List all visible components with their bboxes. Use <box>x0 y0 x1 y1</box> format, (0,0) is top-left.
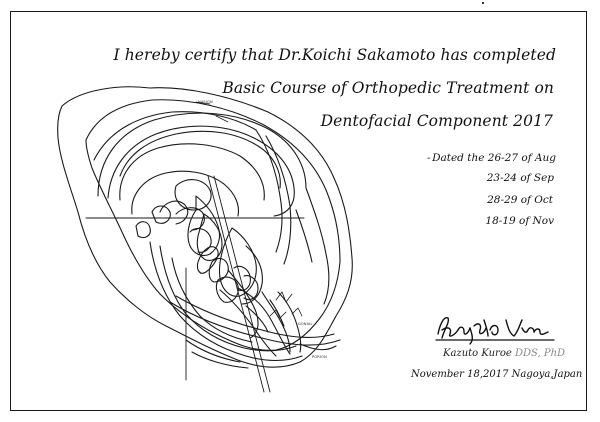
decorative-dash: - <box>427 153 431 164</box>
tracing-label-top: NASION <box>198 100 213 104</box>
tracing-label-porion: PORION <box>312 355 327 359</box>
certificate-statement-line-3: Dentofacial Component 2017 <box>320 112 553 130</box>
course-date-3: 28-29 of Oct <box>487 194 553 206</box>
signer-name: Kazuto Kuroe <box>443 348 512 359</box>
course-date-2: 23-24 of Sep <box>486 172 554 184</box>
place-and-date: November 18,2017 Nagoya,Japan <box>411 369 583 380</box>
tracing-label-gonial: GONIAL <box>298 322 313 326</box>
course-date-1: Dated the 26-27 of Aug <box>432 152 556 164</box>
course-date-4: 18-19 of Nov <box>485 215 554 227</box>
handwritten-signature <box>430 310 560 346</box>
certificate-statement-line-2: Basic Course of Orthopedic Treatment on <box>222 79 554 97</box>
certificate-statement-line-1: I hereby certify that Dr.Koichi Sakamoto has completed <box>113 46 556 64</box>
signer-line <box>443 348 565 359</box>
signer-credentials: DDS, PhD <box>514 348 566 359</box>
